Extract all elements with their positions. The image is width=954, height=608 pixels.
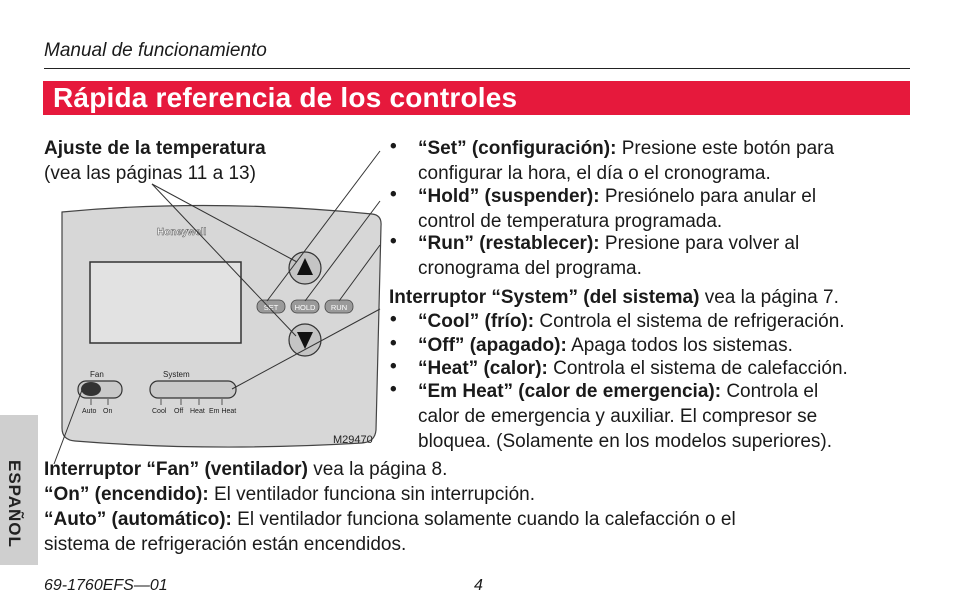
system-switch-slot [150,381,236,398]
system-switch-label: System [163,370,190,379]
system-emheat-label: Em Heat [209,408,237,415]
bullet-dot: • [390,379,397,400]
running-header: Manual de funcionamiento [44,40,267,61]
bullet-dot: • [390,184,397,205]
system-off-label: Off [174,408,184,415]
temperature-subtext: (vea las páginas 11 a 13) [44,163,256,184]
bullet-dot: • [390,356,397,377]
list-item: “Em Heat” (calor de emergencia): Controla el calor de emergencia y auxiliar. El compresor se bloquea. (Solamente en los modelos superiores). [418,381,833,452]
page-number: 4 [474,577,483,594]
list-item: “Heat” (calor): Controla el sistema de calefacción. [418,358,848,379]
bullet-dot: • [390,136,397,157]
system-heat-label: Heat [190,408,205,415]
temperature-heading: Ajuste de la temperatura [44,138,266,159]
document-number: 69-1760EFS—01 [44,577,168,594]
list-item: “Set” (configuración): Presione este botón para configurar la hora, el día o el cronograma. [418,138,835,184]
system-cool-label: Cool [152,408,167,415]
bullet-dot: • [390,231,397,252]
bullet-dot: • [390,333,397,354]
hold-button-label: HOLD [294,303,316,312]
brand-logo: Honeywell [157,227,207,238]
section-title: Rápida referencia de los controles [43,81,910,115]
model-number: M29470 [333,434,373,446]
fan-switch-knob [81,382,101,396]
list-item: “Run” (restablecer): Presione para volver al cronograma del programa. [418,233,800,279]
fan-on-label: On [103,408,113,415]
list-item: “Cool” (frío): Controla el sistema de refrigeración. [418,311,845,332]
set-button-label: SET [263,303,279,312]
bullet-dot: • [390,309,397,330]
fan-auto-label: Auto [82,408,97,415]
fan-switch-label: Fan [90,370,104,379]
fan-switch-section: Interruptor “Fan” (ventilador) vea la página 8. “On” (encendido): El ventilador funciona sin interrupción. “Auto” (automático): El ventilador funciona solamente cuando la calefacción o el sistema de refrigeración están encendidos. [44,459,736,555]
display-screen [90,262,241,343]
language-label: ESPAÑOL [5,460,24,548]
run-button-label: RUN [330,303,348,312]
system-switch-heading: Interruptor “System” (del sistema) vea la página 7. [389,287,839,308]
list-item: “Off” (apagado): Apaga todos los sistemas. [418,335,793,356]
list-item: “Hold” (suspender): Presiónelo para anular el control de temperatura programada. [418,186,817,232]
